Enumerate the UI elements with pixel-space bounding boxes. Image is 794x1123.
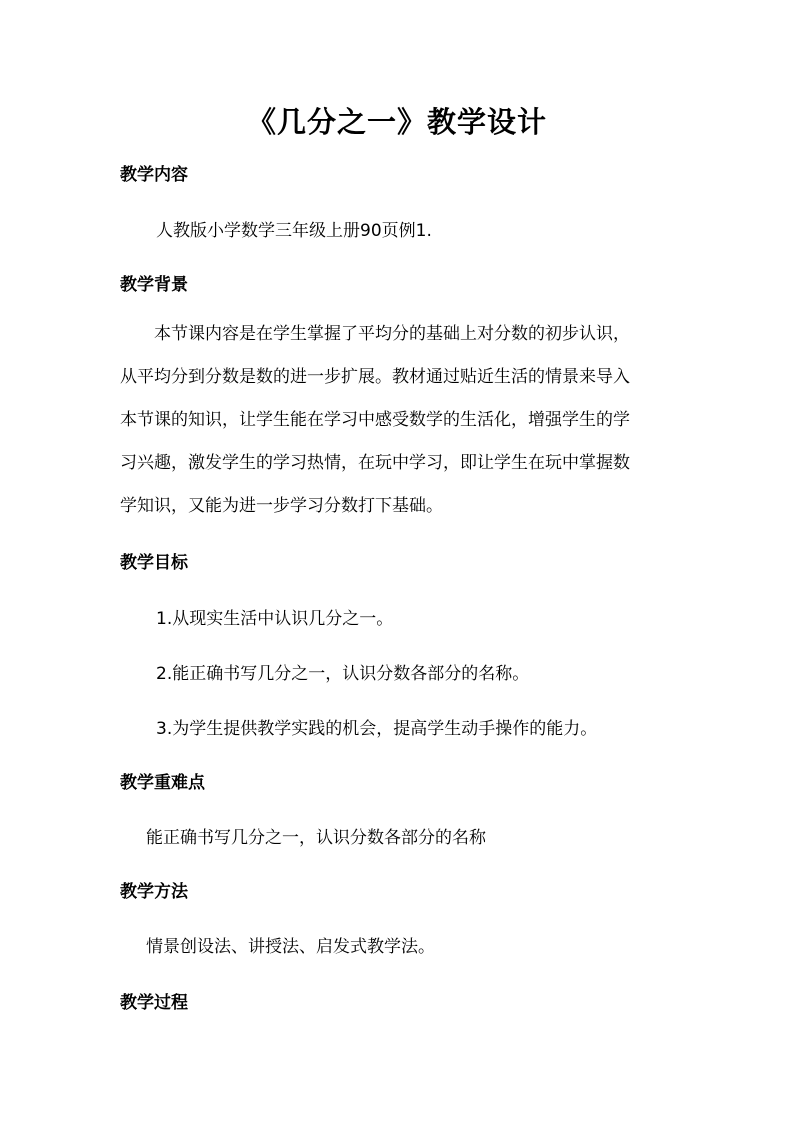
heading-key-points: 教学重难点: [120, 773, 205, 793]
background-line: 习兴趣，激发学生的学习热情，在玩中学习，即让学生在玩中掌握数: [120, 453, 630, 473]
document-title: 《几分之一》教学设计: [246, 105, 547, 139]
heading-teaching-background: 教学背景: [120, 275, 188, 295]
background-line: 本节课内容是在学生掌握了平均分的基础上对分数的初步认识，: [154, 324, 630, 344]
heading-teaching-content: 教学内容: [120, 165, 188, 185]
background-line: 学知识，又能为进一步学习分数打下基础。: [120, 496, 443, 516]
heading-teaching-process: 教学过程: [120, 993, 188, 1013]
goal-item-2: 2.能正确书写几分之一，认识分数各部分的名称。: [156, 664, 530, 684]
goal-item-3: 3.为学生提供教学实践的机会，提高学生动手操作的能力。: [156, 719, 598, 739]
heading-teaching-goals: 教学目标: [120, 553, 188, 573]
teaching-content-text: 人教版小学数学三年级上册90页例1.: [156, 221, 432, 241]
heading-teaching-methods: 教学方法: [120, 882, 188, 902]
goal-item-1: 1.从现实生活中认识几分之一。: [156, 609, 394, 629]
background-line: 本节课的知识，让学生能在学习中感受数学的生活化，增强学生的学: [120, 410, 630, 430]
background-line: 从平均分到分数是数的进一步扩展。教材通过贴近生活的情景来导入: [120, 367, 630, 387]
teaching-methods-text: 情景创设法、讲授法、启发式教学法。: [146, 937, 435, 957]
teaching-background-paragraph: [120, 318, 682, 522]
key-points-text: 能正确书写几分之一，认识分数各部分的名称: [146, 828, 486, 848]
